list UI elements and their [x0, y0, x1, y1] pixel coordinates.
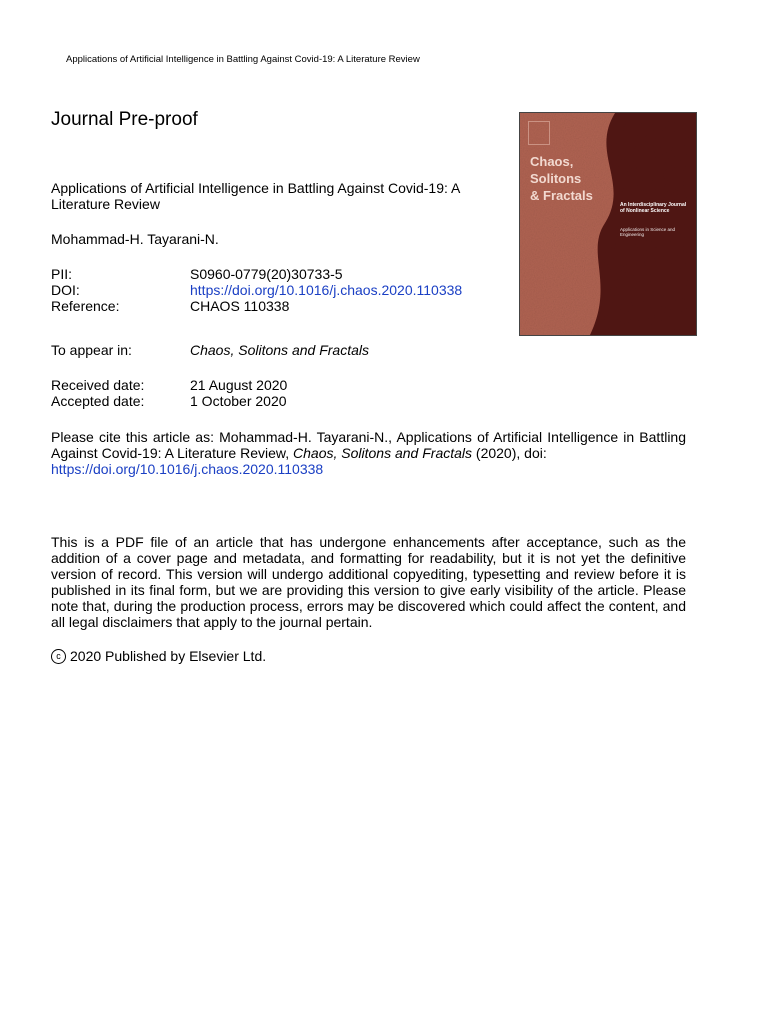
doi-link[interactable]: https://doi.org/10.1016/j.chaos.2020.110338 — [190, 282, 463, 298]
copyright-line — [51, 648, 266, 664]
journal-label: Journal Pre-proof — [51, 109, 198, 130]
reference-value: CHAOS 110338 — [190, 298, 290, 314]
journal-cover-image — [519, 112, 697, 336]
doi-label: DOI: — [51, 282, 80, 298]
elsevier-logo — [528, 121, 550, 145]
article-title: Applications of Artificial Intelligence in Battling Against Covid-19: A Literature Review — [51, 180, 460, 212]
reference-label: Reference: — [51, 298, 120, 314]
cover-texture — [520, 113, 696, 335]
cover-subtitle: An Interdisciplinary Journal of Nonlinear Science — [620, 202, 687, 214]
running-head: Applications of Artificial Intelligence in Battling Against Covid-19: A Literature Review — [66, 54, 420, 65]
accepted-label: Accepted date: — [51, 393, 145, 409]
author: Mohammad-H. Tayarani-N. — [51, 231, 219, 247]
copyright-icon: c — [51, 649, 66, 664]
appear-value: Chaos, Solitons and Fractals — [190, 342, 369, 358]
received-value: 21 August 2020 — [190, 377, 288, 393]
received-label: Received date: — [51, 377, 145, 393]
cover-title-line-2: Solitons — [530, 171, 582, 186]
cover-title-line-1: Chaos, — [530, 154, 574, 169]
copyright-text: 2020 Published by Elsevier Ltd. — [70, 648, 267, 664]
citation-suffix: (2020), doi: — [472, 445, 547, 461]
citation-doi-link[interactable]: https://doi.org/10.1016/j.chaos.2020.110338 — [51, 461, 324, 477]
cover-title-line-3: & Fractals — [530, 188, 593, 203]
pdf-notice: This is a PDF file of an article that has undergone enhancements after acceptance, such as the addition of a cover page and metadata, and formatting for readability, but it is not yet the definitive version of record. This version will undergo additional copyediting, typesetting and review before it is published in its final form, but we are providing this version to give early visibility of the article. Please note that, during the production process, errors may be discovered which could affect the content, and all legal disclaimers that apply to the journal pertain. — [51, 534, 686, 630]
citation-journal: Chaos, Solitons and Fractals — [293, 445, 473, 461]
pii-label: PII: — [51, 266, 73, 282]
cover-subtitle-2: Applications in Science and Engineering — [620, 227, 676, 237]
cover-journal-title — [530, 153, 593, 204]
citation-prefix: Please cite this article as: Mohammad-H. Tayarani-N., Applications of Artificial Intelligence in Battling Against Covid-19: A Literature Review, — [51, 429, 686, 461]
pii-value: S0960-0779(20)30733-5 — [190, 266, 343, 282]
appear-label: To appear in: — [51, 342, 132, 358]
citation-paragraph — [51, 429, 686, 477]
accepted-value: 1 October 2020 — [190, 393, 287, 409]
